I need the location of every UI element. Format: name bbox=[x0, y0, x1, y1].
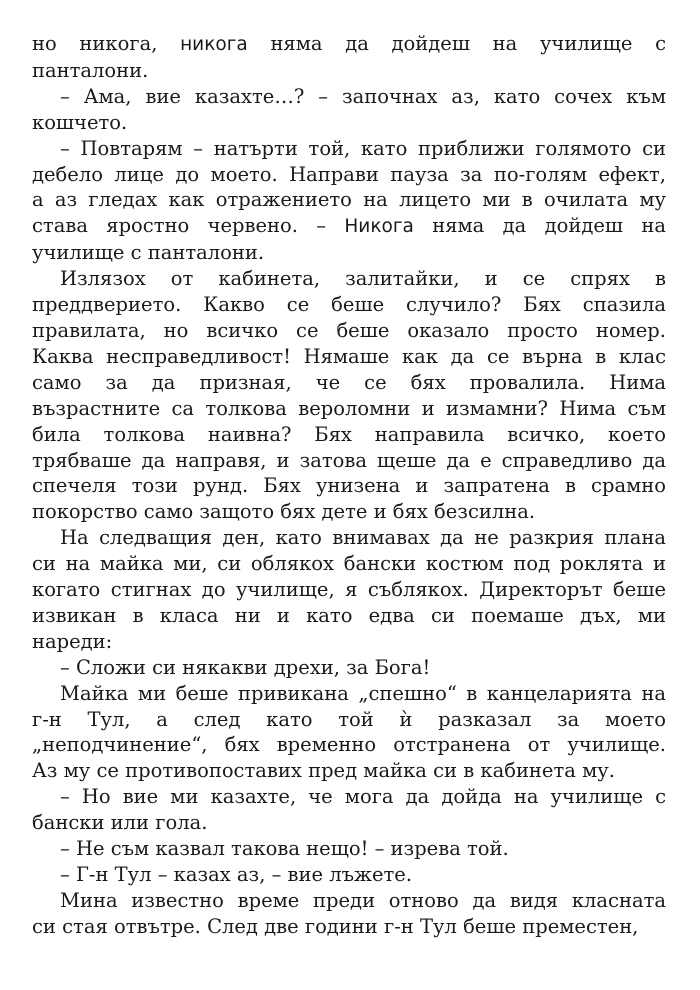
line-text: На следващия ден, като внимавах да не разкрия плана bbox=[60, 526, 666, 550]
line-text: нареди: bbox=[32, 629, 113, 653]
text-line bbox=[32, 370, 666, 396]
line-text: панталони. bbox=[32, 58, 149, 82]
line-text: когато стигнах до училище, я съблякох. Директорът беше bbox=[32, 578, 666, 602]
paragraph bbox=[32, 266, 666, 525]
text-line bbox=[32, 31, 666, 58]
line-text: трябваше да направя, и затова щеше да е справедливо да bbox=[32, 448, 666, 472]
line-text: покорство само защото бях дете и бях безсилна. bbox=[32, 500, 536, 524]
text-line bbox=[32, 499, 666, 525]
text-line bbox=[32, 396, 666, 422]
line-text: става яростно червено. – bbox=[32, 214, 345, 238]
emphasized-word: никога bbox=[180, 34, 248, 55]
paragraph bbox=[32, 525, 666, 655]
line-text: Излязох от кабинета, залитайки, и се спрях в bbox=[60, 267, 666, 291]
text-line bbox=[32, 603, 666, 629]
paragraph bbox=[32, 784, 666, 836]
text-line bbox=[32, 84, 666, 110]
line-text: – Не съм казвал такова нещо! – изрева той. bbox=[60, 837, 509, 861]
text-line bbox=[32, 187, 666, 213]
paragraph bbox=[32, 31, 666, 84]
text-line bbox=[32, 58, 666, 84]
line-text: преддверието. Какво се беше случило? Бях спазила bbox=[32, 293, 666, 317]
text-line bbox=[32, 577, 666, 603]
text-line bbox=[32, 473, 666, 499]
line-text: г-н Тул, а след като той ѝ разказал за моето bbox=[32, 707, 666, 731]
text-line bbox=[32, 707, 666, 733]
line-text: спечеля този рунд. Бях унизена и запратена в срамно bbox=[32, 474, 666, 498]
text-line bbox=[32, 422, 666, 448]
text-line bbox=[32, 551, 666, 577]
text-line bbox=[32, 810, 666, 836]
line-text-after: няма да дойдеш на училище с bbox=[247, 32, 666, 55]
line-text: – Повтарям – натърти той, като приближи голямото си bbox=[60, 136, 666, 160]
line-text: бански или гола. bbox=[32, 811, 208, 835]
text-line bbox=[32, 888, 666, 914]
line-text: а аз гледах как отражението на лицето ми в очилата му bbox=[32, 188, 666, 212]
page-body bbox=[32, 31, 666, 940]
line-text: – Г-н Тул – казах аз, – вие лъжете. bbox=[60, 863, 413, 886]
line-text: само за да призная, че се бях провалила. Нима bbox=[32, 370, 666, 394]
paragraph bbox=[32, 888, 666, 940]
line-text: Майка ми беше привикана „спешно“ в канцеларията на bbox=[60, 681, 666, 705]
text-line bbox=[32, 266, 666, 292]
line-text: училище с панталони. bbox=[32, 241, 265, 265]
text-line bbox=[32, 655, 666, 681]
text-line bbox=[32, 448, 666, 474]
line-text-after: няма да дойдеш на bbox=[413, 214, 666, 238]
line-text: кошчето. bbox=[32, 110, 128, 134]
text-line bbox=[32, 344, 666, 370]
text-line bbox=[32, 136, 666, 162]
text-line bbox=[32, 525, 666, 551]
text-line bbox=[32, 629, 666, 655]
line-text: си на майка ми, си облякох бански костюм под роклята и bbox=[32, 552, 666, 576]
paragraph bbox=[32, 655, 666, 681]
text-line bbox=[32, 318, 666, 344]
paragraph bbox=[32, 836, 666, 862]
line-text: извикан в класа ни и като едва си поемаше дъх, ми bbox=[32, 603, 666, 627]
line-text: дебело лице до моето. Направи пауза за по-голям ефект, bbox=[32, 162, 666, 186]
line-text: била толкова наивна? Бях направила всичко, което bbox=[32, 422, 666, 446]
line-text: – Ама, вие казахте…? – започнах аз, като сочех към bbox=[60, 84, 666, 108]
paragraph bbox=[32, 862, 666, 888]
line-text: Аз му се противопоставих пред майка си в кабинета му. bbox=[32, 759, 615, 783]
paragraph bbox=[32, 136, 666, 267]
text-line bbox=[32, 784, 666, 810]
line-text: Мина известно време преди отново да видя класната bbox=[60, 888, 666, 912]
text-line bbox=[32, 681, 666, 707]
line-text: – Сложи си някакви дрехи, за Бога! bbox=[60, 655, 431, 679]
line-text: Каква несправедливост! Нямаше как да се върна в клас bbox=[32, 344, 666, 368]
paragraph bbox=[32, 84, 666, 136]
paragraph bbox=[32, 681, 666, 785]
text-line bbox=[32, 292, 666, 318]
text-line bbox=[32, 110, 666, 136]
text-line bbox=[32, 213, 666, 240]
text-line bbox=[32, 758, 666, 784]
emphasized-word: Никога bbox=[344, 216, 414, 238]
line-text: правилата, но всичко се беше оказало просто номер. bbox=[32, 318, 666, 342]
line-text: си стая отвътре. След две години г-н Тул беше преместен, bbox=[32, 914, 639, 938]
text-line bbox=[32, 162, 666, 188]
line-text: – Но вие ми казахте, че мога да дойда на училище с bbox=[60, 785, 666, 809]
text-line bbox=[32, 862, 666, 888]
line-text: „неподчинение“, бях временно отстранена от училище. bbox=[32, 733, 666, 757]
line-text: възрастните са толкова вероломни и измамни? Нима съм bbox=[32, 396, 666, 420]
text-line bbox=[32, 732, 666, 758]
text-line bbox=[32, 836, 666, 862]
text-line bbox=[32, 240, 666, 266]
text-line bbox=[32, 914, 666, 940]
line-text: но никога, bbox=[32, 32, 181, 55]
